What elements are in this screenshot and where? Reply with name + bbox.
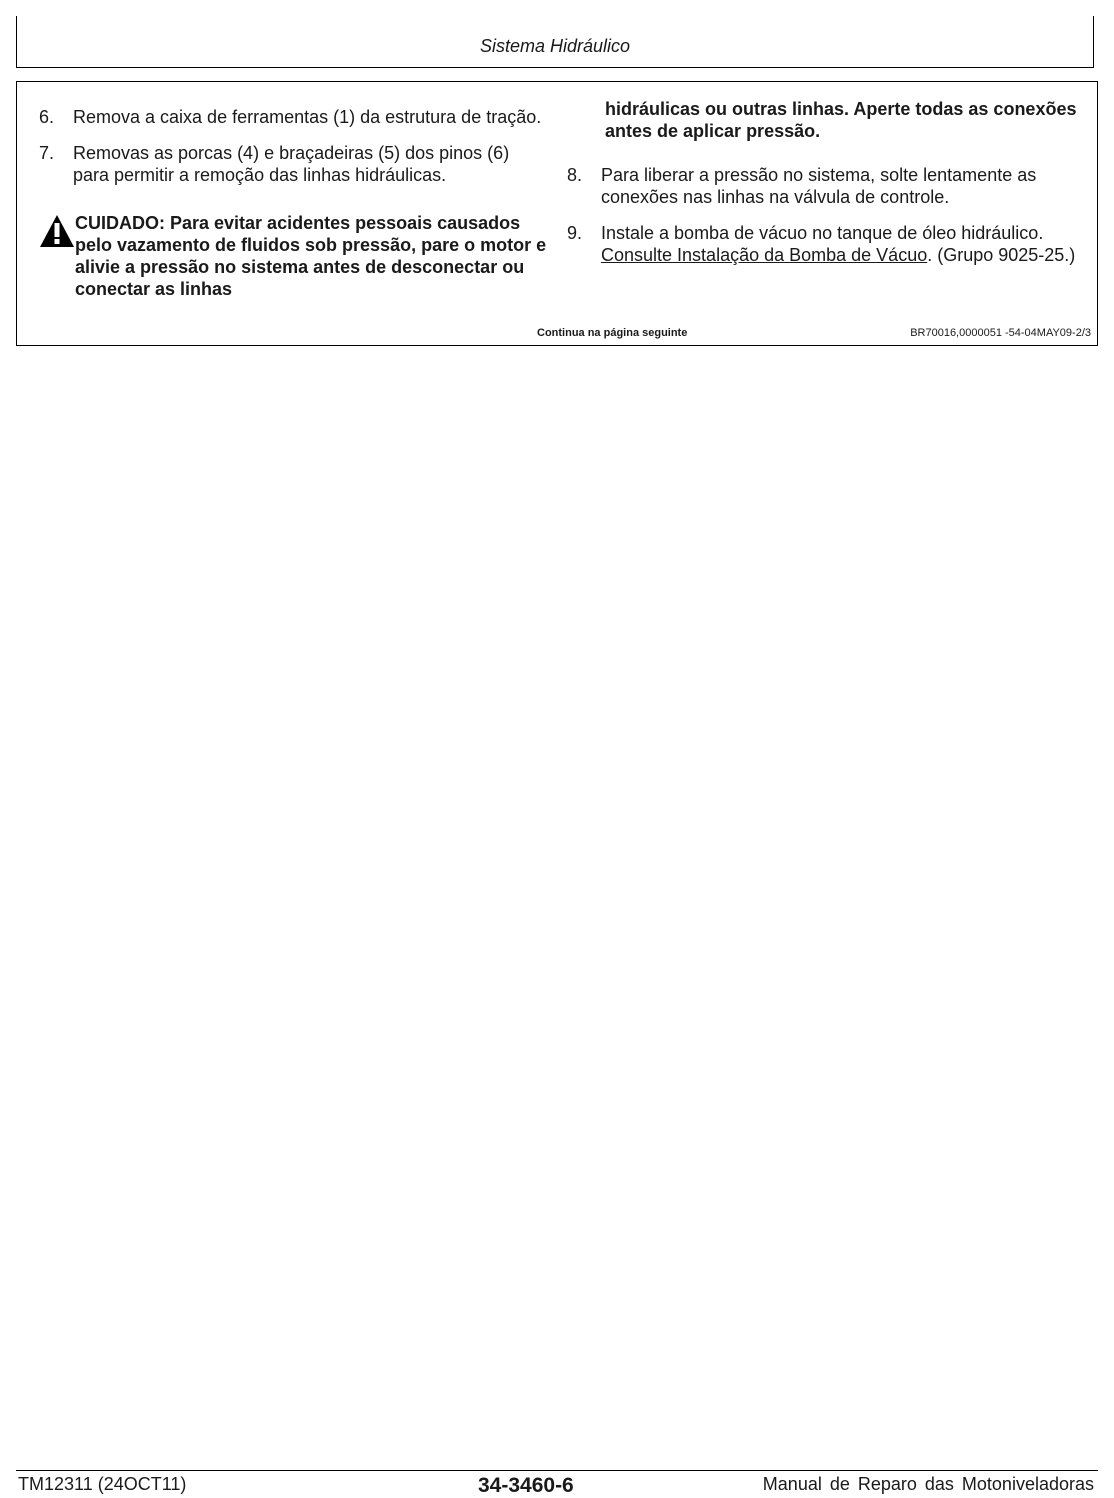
page-header xyxy=(16,16,1094,68)
step-number: 7. xyxy=(39,143,55,163)
manual-title: Manual de Reparo das Motoniveladoras xyxy=(762,1474,1094,1494)
footer-divider xyxy=(16,1470,1098,1471)
caution-text: CUIDADO: Para evitar acidentes pessoais causados pelo vazamento de fluidos sob pressão, pare o motor e alivie a pressão no sistema antes de desconectar ou conectar as linhas xyxy=(75,213,547,299)
step-text-tail: . (Grupo 9025-25.) xyxy=(927,245,1076,265)
continued-label: Continua na página seguinte xyxy=(537,327,688,339)
step-item xyxy=(39,106,549,128)
procedure-block xyxy=(16,81,1098,346)
caution-notice xyxy=(39,212,549,300)
caution-continuation: hidráulicas ou outras linhas. Aperte todas as conexões antes de aplicar pressão. xyxy=(605,99,1077,141)
section-title: Sistema Hidráulico xyxy=(479,36,631,56)
right-column xyxy=(567,98,1087,266)
warning-triangle-icon xyxy=(39,214,75,248)
step-number: 6. xyxy=(39,107,55,127)
reference-code: BR70016,0000051 -54-04MAY09-2/3 xyxy=(910,327,1091,339)
step-text: Para liberar a pressão no sistema, solte lentamente as conexões nas linhas na válvula de controle. xyxy=(601,165,1037,207)
step-text: Instale a bomba de vácuo no tanque de óleo hidráulico. xyxy=(601,223,1044,243)
step-number: 9. xyxy=(567,223,583,243)
step-item xyxy=(39,142,549,186)
step-text: Removas as porcas (4) e braçadeiras (5) dos pinos (6) para permitir a remoção das linhas hidráulicas. xyxy=(73,143,510,185)
step-item xyxy=(567,222,1087,266)
step-text: Remova a caixa de ferramentas (1) da estrutura de tração. xyxy=(73,107,542,127)
left-column xyxy=(39,106,549,300)
page-number: 34-3460-6 xyxy=(478,1474,574,1497)
step-number: 8. xyxy=(567,165,583,185)
step-item xyxy=(567,164,1087,208)
cross-reference-link[interactable]: Consulte Instalação da Bomba de Vácuo xyxy=(601,245,928,265)
manual-code: TM12311 (24OCT11) xyxy=(18,1474,187,1494)
